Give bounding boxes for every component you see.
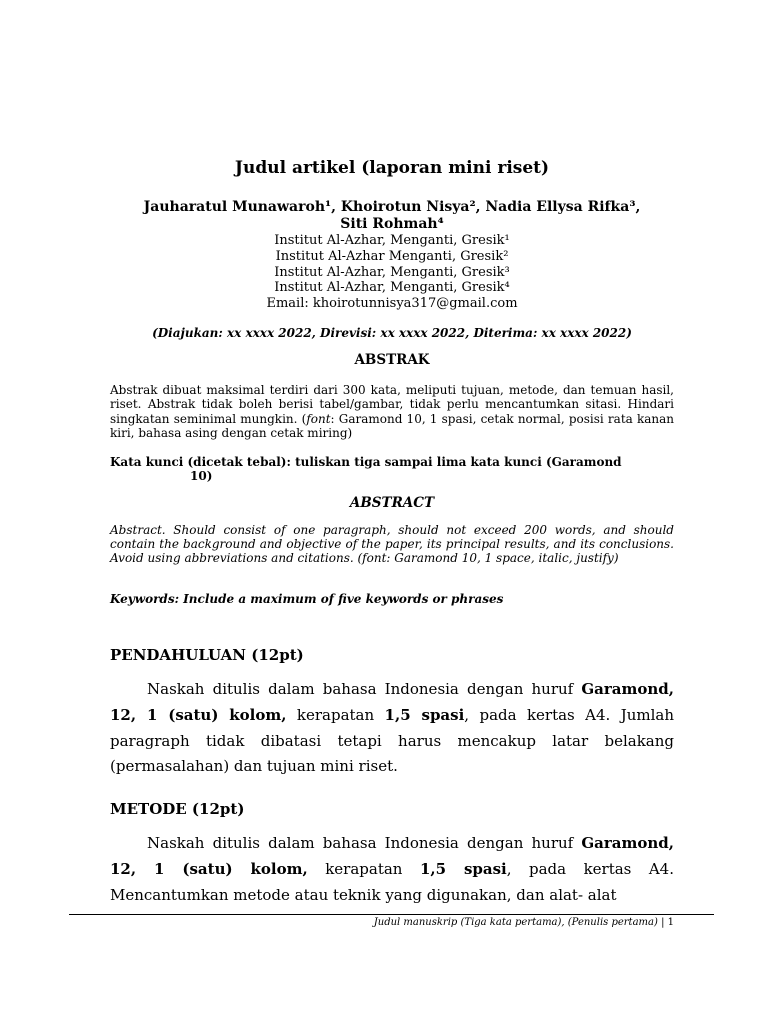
author-list (110, 199, 674, 233)
author-email: Email: khoirotunnisya317@gmail.com (266, 296, 518, 312)
abstrak-text-1: Abstrak dibuat maksimal terdiri dari 300 kata, meliputi tujuan, metode, dan temuan hasil, riset. Abstrak tidak boleh berisi tabel/gambar, tidak perlu mencantumkan sitasi. Hindari singkatan seminimal mungkin. ( (110, 383, 674, 426)
abstract-heading: ABSTRACT (349, 495, 435, 511)
footer-divider (69, 914, 714, 915)
affiliation-2: Institut Al-Azhar Menganti, Gresik² (275, 248, 509, 264)
pendahuluan-text-3: , pada kertas A4. Jumlah paragraph tidak dibatasi tetapi harus mencakup latar belakang (permasalahan) dan tujuan mini riset. (110, 705, 674, 776)
abstrak-font-word: font (306, 411, 331, 426)
abstrak-heading: ABSTRAK (354, 352, 430, 368)
pendahuluan-bold-2: 1,5 spasi (384, 705, 465, 724)
kata-kunci-line-2: 10) (190, 469, 213, 484)
keywords: Keywords: Include a maximum of five keywords or phrases (110, 592, 504, 606)
affiliation-list (110, 233, 674, 312)
author-line-1: Jauharatul Munawaroh¹, Khoirotun Nisya², Nadia Ellysa Rifka³, (143, 199, 641, 215)
metode-text-3: , pada kertas A4. Mencantumkan metode atau teknik yang digunakan, dan alat- alat (110, 859, 674, 904)
affiliation-3: Institut Al-Azhar, Menganti, Gresik³ (274, 264, 510, 280)
pendahuluan-bold-1: Garamond, 12, 1 (satu) kolom, (110, 680, 674, 724)
author-line-2: Siti Rohmah⁴ (340, 216, 444, 232)
metode-bold-2: 1,5 spasi (419, 859, 507, 878)
page-number: 1 (667, 917, 674, 928)
abstrak-body (110, 383, 674, 441)
abstrak-text-2: : Garamond 10, 1 spasi, cetak normal, posisi rata kanan kiri, bahasa asing dengan cetak miring) (110, 411, 674, 441)
paragraph-pendahuluan (110, 677, 674, 780)
footer-running-title: Judul manuskrip (Tiga kata pertama), (Penulis pertama) (373, 917, 658, 928)
submission-dates: (Diajukan: xx xxxx 2022, Direvisi: xx xxxx 2022, Diterima: xx xxxx 2022) (152, 326, 632, 340)
section-heading-pendahuluan: PENDAHULUAN (12pt) (110, 646, 304, 664)
pendahuluan-text-2: kerapatan (286, 705, 385, 724)
metode-text-1: Naskah ditulis dalam bahasa Indonesia dengan huruf (147, 834, 582, 852)
article-title: Judul artikel (laporan mini riset) (234, 158, 550, 178)
footer-separator: | (657, 917, 668, 928)
metode-text-2: kerapatan (307, 859, 420, 878)
kata-kunci (110, 455, 674, 484)
paragraph-metode (110, 831, 674, 908)
pendahuluan-text-1: Naskah ditulis dalam bahasa Indonesia dengan huruf (147, 680, 582, 698)
section-heading-metode: METODE (12pt) (110, 800, 245, 818)
affiliation-1: Institut Al-Azhar, Menganti, Gresik¹ (274, 233, 510, 248)
page-footer (110, 917, 674, 928)
kata-kunci-line-1: Kata kunci (dicetak tebal): tuliskan tiga sampai lima kata kunci (Garamond (110, 455, 622, 469)
affiliation-4: Institut Al-Azhar, Menganti, Gresik⁴ (274, 280, 510, 296)
metode-bold-1: Garamond, 12, 1 (satu) kolom, (110, 834, 674, 878)
abstract-body: Abstract. Should consist of one paragraph, should not exceed 200 words, and should contain the background and objective of the paper, its principal results, and its conclusions. Avoid using abbreviations and citations. (font: Garamond 10, 1 space, italic, justify) (110, 523, 674, 566)
